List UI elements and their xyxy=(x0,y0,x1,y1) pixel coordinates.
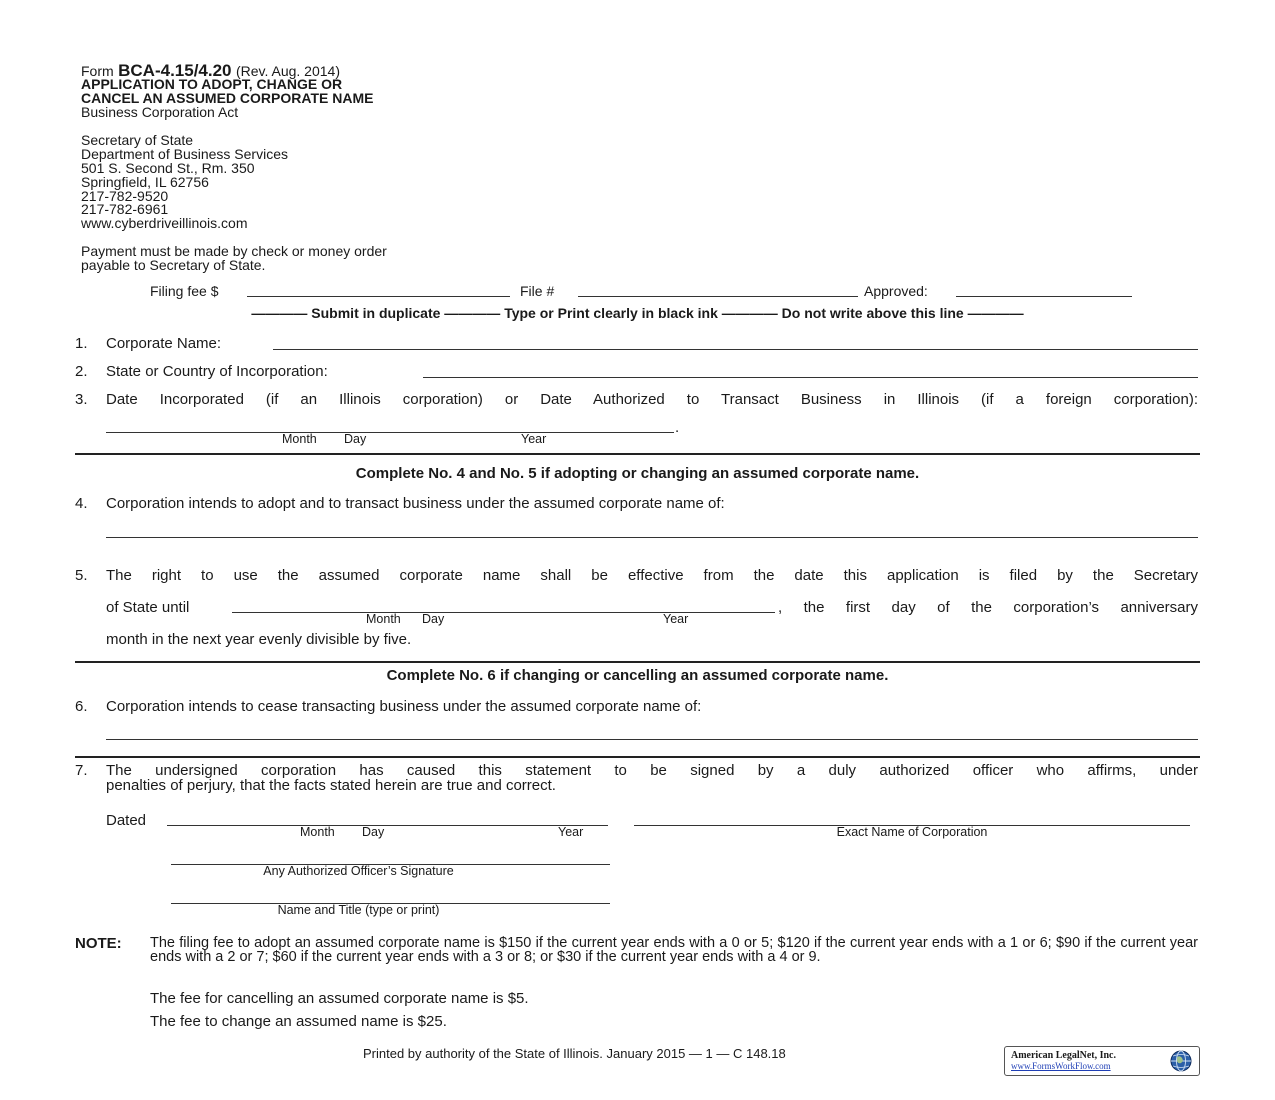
item-number: 5. xyxy=(75,567,88,584)
item-number: 7. xyxy=(75,762,88,779)
dated-label: Dated xyxy=(106,812,147,829)
section-divider xyxy=(75,661,1200,663)
office-line: 501 S. Second St., Rm. 350 xyxy=(81,160,255,176)
day-caption: Day xyxy=(344,432,367,446)
day-caption: Day xyxy=(362,825,385,839)
effective-date-text: The right to use the assumed corporate name shall be effective from the date this application is filed by the Secretary xyxy=(106,567,1198,584)
month-caption: Month xyxy=(300,825,335,839)
cease-name-label: Corporation intends to cease transacting business under the assumed corporate name of: xyxy=(106,698,702,715)
adopt-name-label: Corporation intends to adopt and to transact business under the assumed corporate name of: xyxy=(106,495,725,512)
exact-name-caption: Exact Name of Corporation xyxy=(836,825,988,839)
date-period: . xyxy=(675,419,680,436)
office-line: Secretary of State xyxy=(81,132,194,148)
note-label: NOTE: xyxy=(75,935,122,952)
adopt-name-field[interactable] xyxy=(106,537,1198,538)
item-number: 1. xyxy=(75,335,88,352)
until-label: of State until xyxy=(106,599,190,616)
name-title-caption: Name and Title (type or print) xyxy=(277,903,440,917)
section-heading-adopt: Complete No. 4 and No. 5 if adopting or changing an assumed corporate name. xyxy=(355,465,920,482)
office-website: www.cyberdriveillinois.com xyxy=(81,215,248,231)
affirmation-text-line1: The undersigned corporation has caused this statement to be signed by a duly authorized officer who affirms, under xyxy=(106,762,1198,779)
corporate-name-field[interactable] xyxy=(273,349,1198,350)
office-line: Springfield, IL 62756 xyxy=(81,174,209,190)
legalnet-logo[interactable] xyxy=(1004,1046,1200,1076)
dated-field[interactable] xyxy=(167,825,608,826)
payment-line1: Payment must be made by check or money order xyxy=(81,243,387,259)
section-heading-change: Complete No. 6 if changing or cancelling an assumed corporate name. xyxy=(386,667,889,684)
section-divider xyxy=(75,756,1200,758)
state-country-field[interactable] xyxy=(423,377,1198,378)
date-incorporated-field[interactable] xyxy=(106,432,674,433)
approved-label: Approved: xyxy=(864,283,928,299)
logo-company: American LegalNet, Inc. xyxy=(1011,1050,1116,1061)
year-caption: Year xyxy=(663,612,689,626)
note-change-fee: The fee to change an assumed name is $25. xyxy=(150,1013,447,1030)
item-number: 3. xyxy=(75,391,88,408)
officer-signature-caption: Any Authorized Officer’s Signature xyxy=(263,864,454,878)
form-revision: (Rev. Aug. 2014) xyxy=(235,63,340,79)
section-divider xyxy=(75,453,1200,455)
approved-field xyxy=(956,296,1132,297)
payment-line2: payable to Secretary of State. xyxy=(81,257,266,273)
form-act: Business Corporation Act xyxy=(81,104,239,120)
date-incorporated-label: Date Incorporated (if an Illinois corporation) or Date Authorized to Transact Business in Illinois (if a foreign corporation): xyxy=(106,391,1198,408)
year-caption: Year xyxy=(521,432,547,446)
affirmation-text-line2: penalties of perjury, that the facts stated herein are true and correct. xyxy=(106,777,556,794)
file-number-label: File # xyxy=(520,283,555,299)
filing-fee-label: Filing fee $ xyxy=(150,283,219,299)
form-number: BCA-4.15/4.20 xyxy=(118,61,232,80)
logo-url[interactable]: www.FormsWorkFlow.com xyxy=(1011,1061,1111,1071)
filing-fee-field xyxy=(247,296,510,297)
month-caption: Month xyxy=(282,432,317,446)
globe-icon xyxy=(1169,1049,1193,1073)
divisible-text: month in the next year evenly divisible by five. xyxy=(106,631,412,648)
submit-banner: ———— Submit in duplicate ———— Type or Print clearly in black ink ———— Do not write above this line ———— xyxy=(251,305,1024,321)
file-number-field xyxy=(578,296,858,297)
item-number: 4. xyxy=(75,495,88,512)
form-title-line1: APPLICATION TO ADOPT, CHANGE OR xyxy=(81,76,343,92)
item-number: 6. xyxy=(75,698,88,715)
month-caption: Month xyxy=(366,612,401,626)
anniversary-text: , the first day of the corporation’s anniversary xyxy=(778,599,1198,616)
form-title-line2: CANCEL AN ASSUMED CORPORATE NAME xyxy=(81,90,374,106)
office-line: 217-782-6961 xyxy=(81,201,169,217)
state-country-label: State or Country of Incorporation: xyxy=(106,363,328,380)
corporate-name-label: Corporate Name: xyxy=(106,335,222,352)
office-line: Department of Business Services xyxy=(81,146,288,162)
cease-name-field[interactable] xyxy=(106,739,1198,740)
until-date-field[interactable] xyxy=(232,612,775,613)
office-line: 217-782-9520 xyxy=(81,188,169,204)
year-caption: Year xyxy=(558,825,584,839)
printed-by: Printed by authority of the State of Illinois. January 2015 — 1 — C 148.18 xyxy=(363,1046,786,1061)
form-prefix: Form xyxy=(81,63,114,79)
item-number: 2. xyxy=(75,363,88,380)
note-cancel-fee: The fee for cancelling an assumed corporate name is $5. xyxy=(150,990,529,1007)
day-caption: Day xyxy=(422,612,445,626)
note-filing-fee: The filing fee to adopt an assumed corporate name is $150 if the current year ends with a 0 or 5; $120 if the current year ends with a 1 or 6; $90 if the current year ends with a 2 or 7; $60 if the current year ends with a 3 or 8; or $30 if the current year ends with a 4 or 9. xyxy=(150,935,1198,965)
